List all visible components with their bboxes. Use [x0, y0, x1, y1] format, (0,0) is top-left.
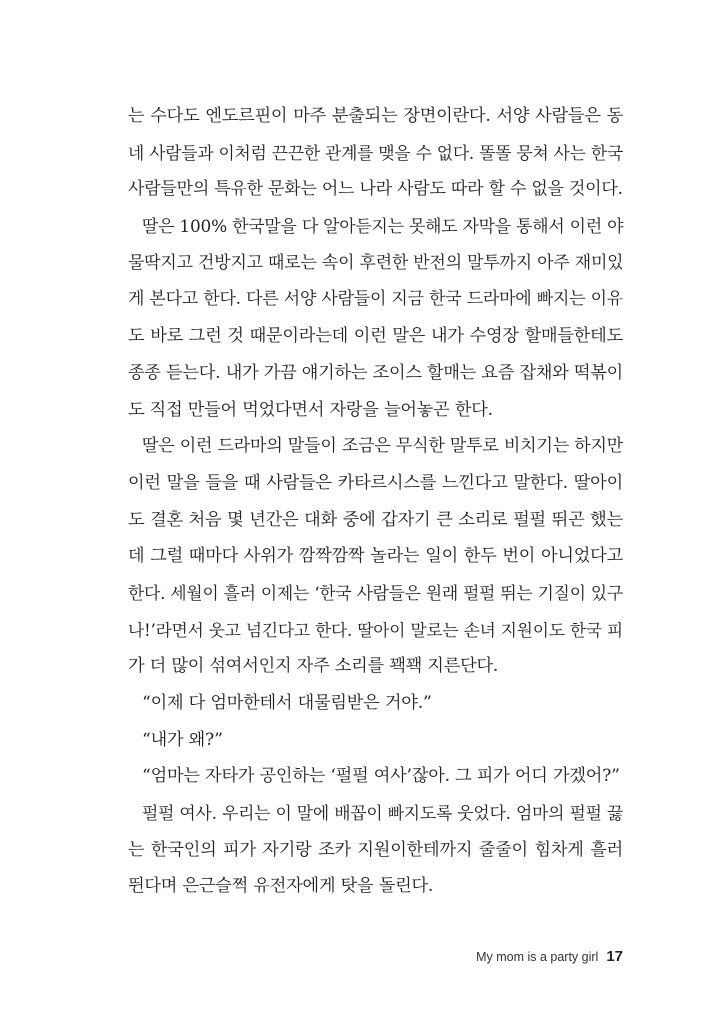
text-line-10: 딸은 이런 드라마의 말들이 조금은 무식한 말투로 비치기는 하지만 [142, 436, 623, 457]
text-line-2: 네 사람들과 이처럼 끈끈한 관계를 맺을 수 없다. 똘똘 뭉쳐 사는 한국 [128, 142, 623, 163]
text-line-5: 물딱지고 건방지고 때로는 속이 후련한 반전의 말투까지 아주 재미있 [128, 252, 624, 273]
text-line-16: 가 더 많이 섞여서인지 자주 소리를 꽥꽥 지른단다. [128, 656, 499, 677]
dialogue-line-1: “이제 다 엄마한테서 대물림받은 거야.” [142, 693, 432, 713]
text-line-21: 는 한국인의 피가 자기랑 조카 지원이한테까지 줄줄이 힘차게 흘러 [128, 839, 623, 860]
text-line-6: 게 본다고 한다. 다른 서양 사람들이 지금 한국 드라마에 빠지는 이유 [128, 289, 623, 310]
text-line-15: 나!’라면서 웃고 넘긴다고 한다. 딸아이 말로는 손녀 지원이도 한국 피 [128, 619, 623, 640]
text-line-4: 딸은 100% 한국말을 다 알아듣지는 못해도 자막을 통해서 이런 야 [142, 216, 624, 237]
page-footer [476, 944, 623, 970]
text-line-1: 는 수다도 엔도르핀이 마주 분출되는 장면이란다. 서양 사람들은 동 [128, 106, 623, 126]
body-text [128, 98, 623, 905]
text-line-22: 뛴다며 은근슬쩍 유전자에게 탓을 돌린다. [128, 876, 434, 897]
text-line-9: 도 직접 만들어 먹었다면서 자랑을 늘어놓곤 한다. [128, 399, 493, 420]
dialogue-line-3: “엄마는 자타가 공인하는 ‘펄펄 여사’잖아. 그 피가 어디 가겠어?” [142, 766, 620, 787]
text-line-12: 도 결혼 처음 몇 년간은 대화 중에 갑자기 큰 소리로 펄펄 뛰곤 했는 [128, 509, 623, 530]
dialogue-line-2: “내가 왜?” [142, 729, 223, 750]
text-line-8: 종종 듣는다. 내가 가끔 얘기하는 조이스 할매는 요즘 잡채와 떡볶이 [128, 362, 623, 383]
text-line-3: 사람들만의 특유한 문화는 어느 나라 사람도 따라 할 수 없을 것이다. [128, 179, 623, 200]
text-line-7: 도 바로 그런 것 때문이라는데 이런 말은 내가 수영장 할매들한테도 [128, 326, 623, 347]
page-number: 17 [606, 948, 623, 965]
running-title: My mom is a party girl [476, 950, 599, 964]
text-line-13: 데 그럴 때마다 사위가 깜짝깜짝 놀라는 일이 한두 번이 아니었다고 [128, 546, 623, 567]
text-line-20: 펄펄 여사. 우리는 이 말에 배꼽이 빠지도록 웃었다. 엄마의 펄펄 끓 [142, 803, 623, 824]
text-line-14: 한다. 세월이 흘러 이제는 ‘한국 사람들은 원래 펄펄 뛰는 기질이 있구 [128, 582, 623, 603]
text-line-11: 이런 말을 들을 때 사람들은 카타르시스를 느낀다고 말한다. 딸아이 [128, 472, 623, 493]
